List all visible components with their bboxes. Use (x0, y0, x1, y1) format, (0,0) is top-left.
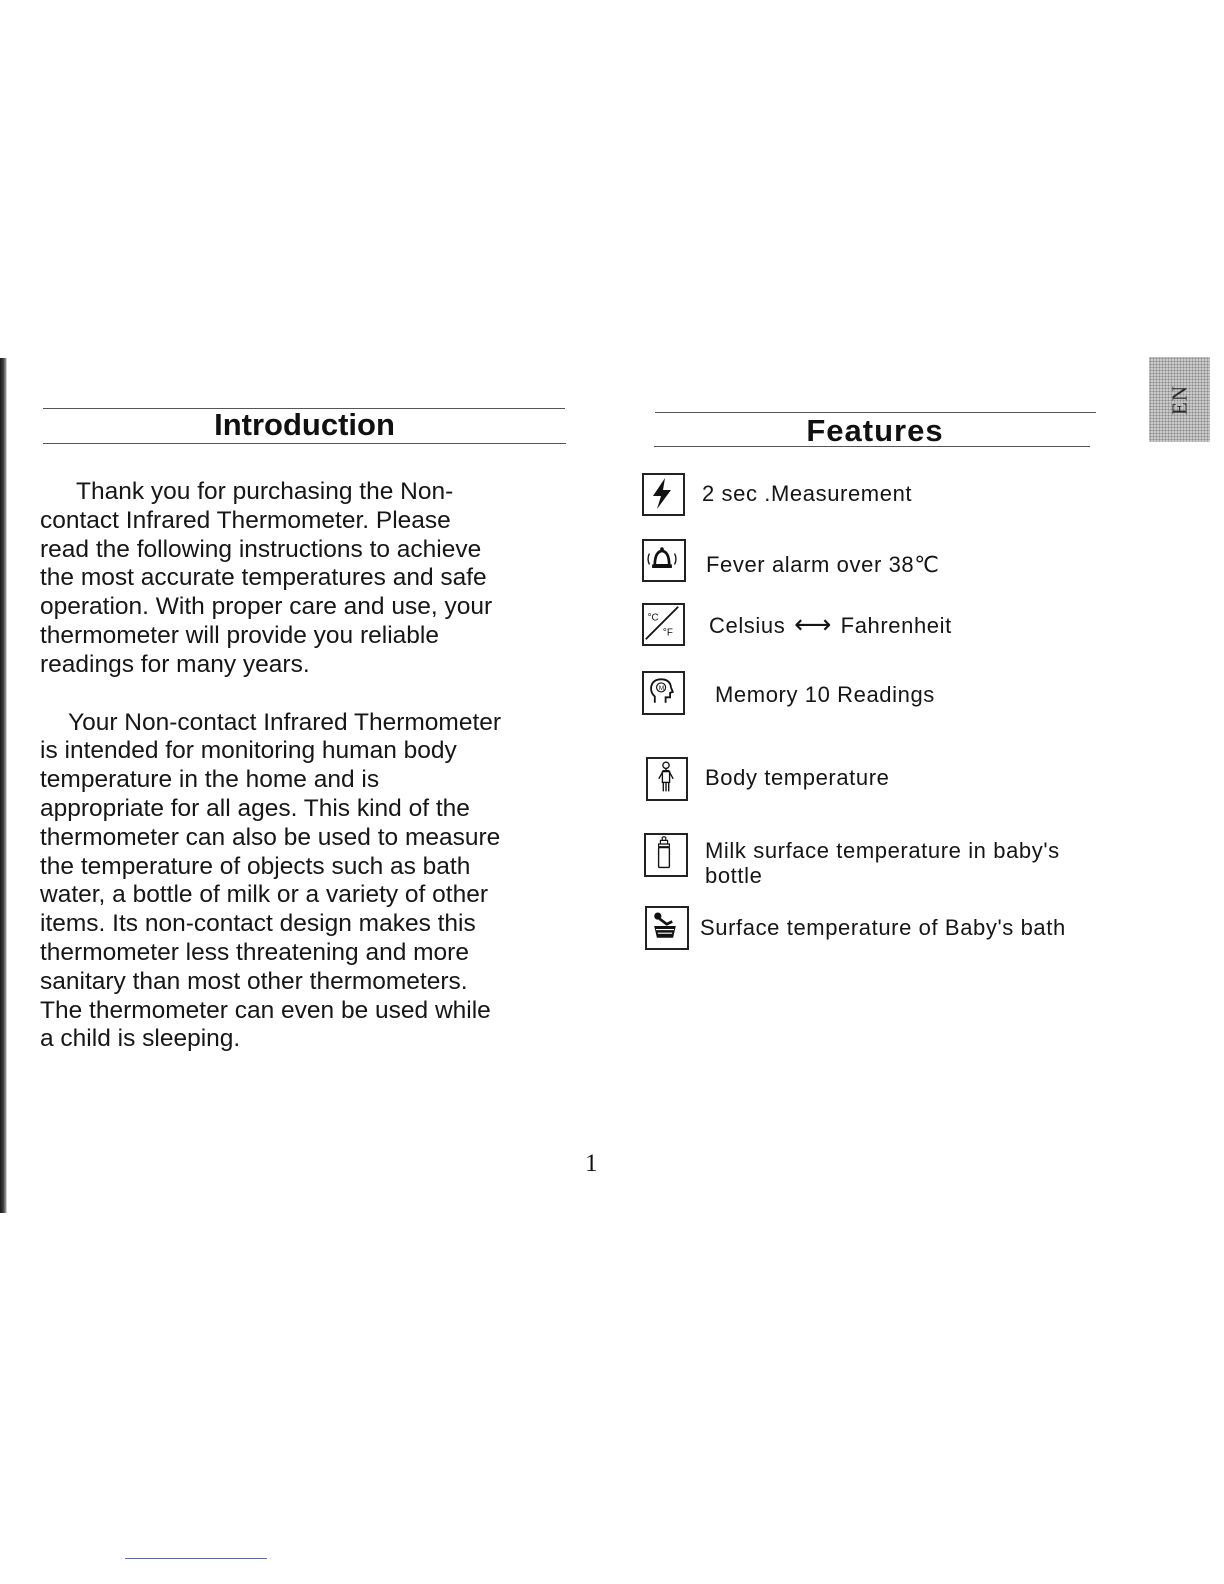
introduction-paragraph: Thank you for purchasing the Non- contact Infrared Thermometer. Please read the following instructions to achieve the most accurate temperatures and safe operation. With proper care and use, your thermometer will provide you reliable readings for many years. (40, 478, 493, 678)
feature-item-milk-bottle (642, 833, 1142, 893)
feature-label: Body temperature (705, 765, 890, 790)
header-rule-bottom (654, 446, 1090, 447)
feature-label: Fever alarm over 38℃ (706, 552, 940, 577)
feature-item-unit-switch (642, 603, 1142, 649)
page-number: 1 (585, 1150, 598, 1177)
feature-label-fahrenheit: Fahrenheit (840, 613, 952, 638)
introduction-paragraph: Your Non-contact Infrared Thermometer is intended for monitoring human body temperature in the home and is appropriate for all ages. This kind of the thermometer can also be used to measure the temperature of objects such as bath water, a bottle of milk or a variety of other items. Its non-contact design makes this thermometer less threatening and more sanitary than most other thermometers. The thermometer can even be used while a child is sleeping. (40, 708, 502, 1053)
fahrenheit-symbol: °F (662, 627, 673, 639)
feature-item-memory (642, 671, 1142, 717)
introduction-body (40, 478, 570, 1054)
feature-item-baby-bath (642, 906, 1142, 952)
feature-item-fever-alarm (642, 539, 1142, 585)
lightning-icon (642, 473, 685, 516)
feature-label-celsius: Celsius (709, 613, 786, 638)
language-tab (1149, 357, 1210, 442)
feature-item-measurement (642, 473, 1142, 519)
baby-bath-icon (645, 906, 689, 950)
binding-edge (0, 358, 7, 1213)
feature-label: 2 sec .Measurement (702, 481, 913, 506)
memory-symbol: M (658, 685, 665, 693)
feature-label: Milk surface temperature in baby's bottle (705, 838, 1060, 888)
introduction-header (43, 407, 566, 447)
language-tab-label: EN (1167, 384, 1191, 415)
alarm-bell-icon (642, 539, 686, 582)
features-header (654, 410, 1096, 450)
double-arrow-icon: ⟷ (794, 609, 832, 639)
baby-bottle-icon (644, 833, 688, 877)
footer-rule (125, 1558, 267, 1559)
feature-item-body-temperature (642, 757, 1142, 803)
feature-label (709, 611, 952, 639)
introduction-heading: Introduction (214, 407, 395, 442)
feature-label: Memory 10 Readings (715, 682, 935, 707)
header-rule-bottom (43, 443, 566, 444)
memory-head-icon (642, 671, 685, 715)
celsius-fahrenheit-icon (642, 603, 685, 646)
person-icon (646, 757, 688, 801)
feature-label: Surface temperature of Baby's bath (700, 915, 1066, 940)
celsius-symbol: °C (647, 612, 659, 624)
features-heading: Features (806, 413, 944, 448)
